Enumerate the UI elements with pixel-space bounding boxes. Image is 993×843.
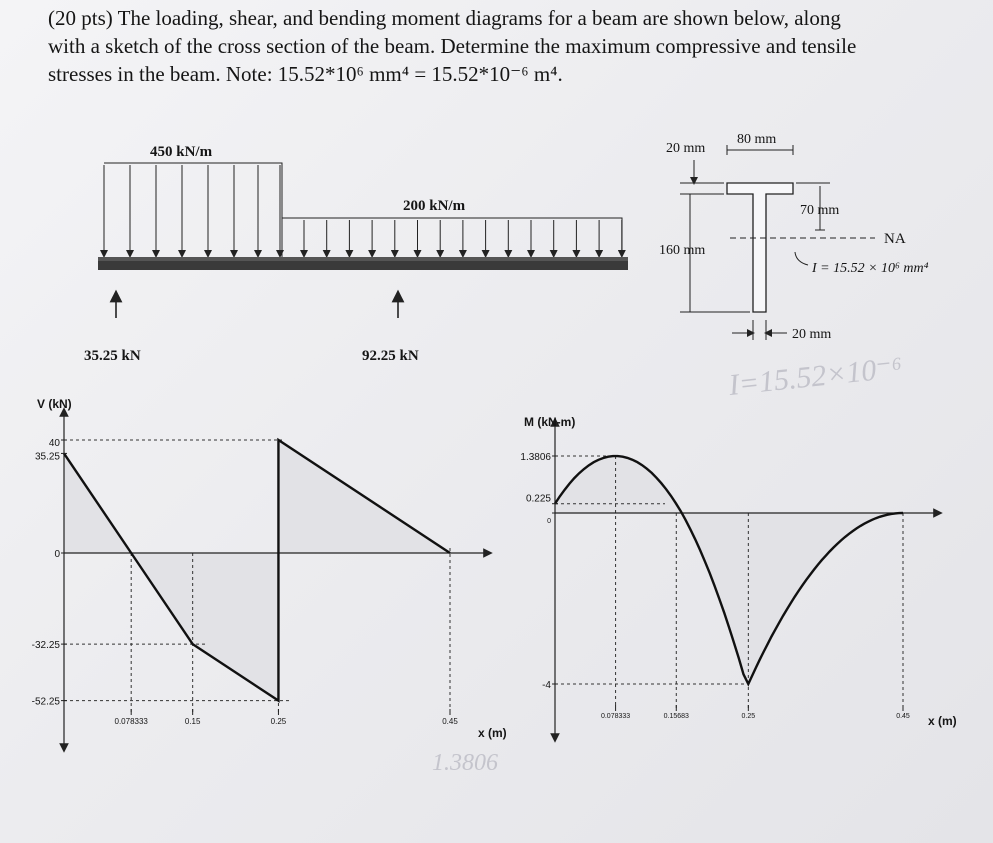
tee-section — [727, 183, 793, 312]
moment-y-tick-label: 0 — [547, 518, 551, 525]
moment-diagram — [520, 415, 956, 738]
load1-label: 450 kN/m — [150, 144, 213, 160]
loading-diagram — [84, 144, 628, 364]
load2-label: 200 kN/m — [403, 198, 466, 214]
problem-line-3: stresses in the beam. Note: 15.52*10⁶ mm⁴ = 15.52*10⁻⁶ m⁴. — [48, 62, 563, 86]
moment-x-axis-label: x (m) — [928, 714, 957, 728]
v-y-tick-label: 35.25 — [34, 451, 60, 463]
dim-depth: 160 mm — [659, 243, 706, 258]
moment-y-tick-label: 1.3806 — [520, 452, 551, 463]
v-x-tick-label: 0.078333 — [114, 717, 148, 726]
moment-x-tick-label: 0.078333 — [600, 713, 631, 720]
dim-flange-width: 80 mm — [737, 132, 777, 147]
moment-y-ticks — [520, 452, 558, 691]
shear-shaded-area — [64, 440, 450, 701]
shear-diagram — [32, 397, 507, 748]
v-y-tick-label: -52.25 — [31, 696, 60, 708]
moment-x-ticks — [601, 705, 910, 720]
moment-x-tick-label: 0.25 — [741, 713, 756, 720]
cross-section — [659, 132, 929, 342]
v-y-tick-label: -32.25 — [31, 640, 60, 652]
v-y-tick-label: 40 — [48, 438, 60, 449]
na-label: NA — [884, 231, 906, 247]
v-x-tick-label: 0.15 — [184, 717, 201, 726]
load1-outline — [104, 163, 282, 257]
reaction1-label: 35.25 kN — [84, 348, 141, 364]
reaction2-label: 92.25 kN — [362, 348, 419, 364]
load2-outline — [282, 218, 622, 257]
load-arrows — [104, 165, 622, 254]
moment-y-tick-label: -4 — [542, 680, 551, 691]
moment-y-axis-label: M (kN-m) — [524, 415, 576, 429]
v-y-tick-label: 0 — [54, 549, 60, 560]
v-x-tick-label: 0.25 — [270, 717, 287, 726]
dim-upper: 70 mm — [800, 203, 840, 218]
shear-x-axis-label: x (m) — [478, 726, 507, 740]
moment-x-tick-label: 0.15683 — [663, 713, 689, 720]
handwritten-note-inertia: I=15.52×10⁻⁶ — [727, 350, 905, 402]
moment-x-tick-label: 0.45 — [896, 713, 910, 720]
dim-web: 20 mm — [792, 327, 832, 342]
shear-y-axis-label: V (kN) — [37, 397, 72, 411]
problem-line-1: (20 pts) The loading, shear, and bending moment diagrams for a beam are shown below, along — [48, 6, 841, 30]
dim-top-small: 20 mm — [666, 141, 706, 156]
v-x-tick-label: 0.45 — [442, 717, 458, 726]
shear-x-ticks — [115, 709, 459, 726]
moment-y-tick-label: 0.225 — [525, 493, 551, 505]
inertia-label: I = 15.52 × 10⁶ mm⁴ — [812, 261, 929, 276]
handwritten-note-moment: 1.3806 — [432, 750, 498, 776]
problem-line-2: with a sketch of the cross section of the beam. Determine the maximum compressive and tensile — [48, 34, 857, 58]
moment-shaded-area — [555, 456, 903, 684]
shear-y-ticks — [32, 438, 67, 708]
